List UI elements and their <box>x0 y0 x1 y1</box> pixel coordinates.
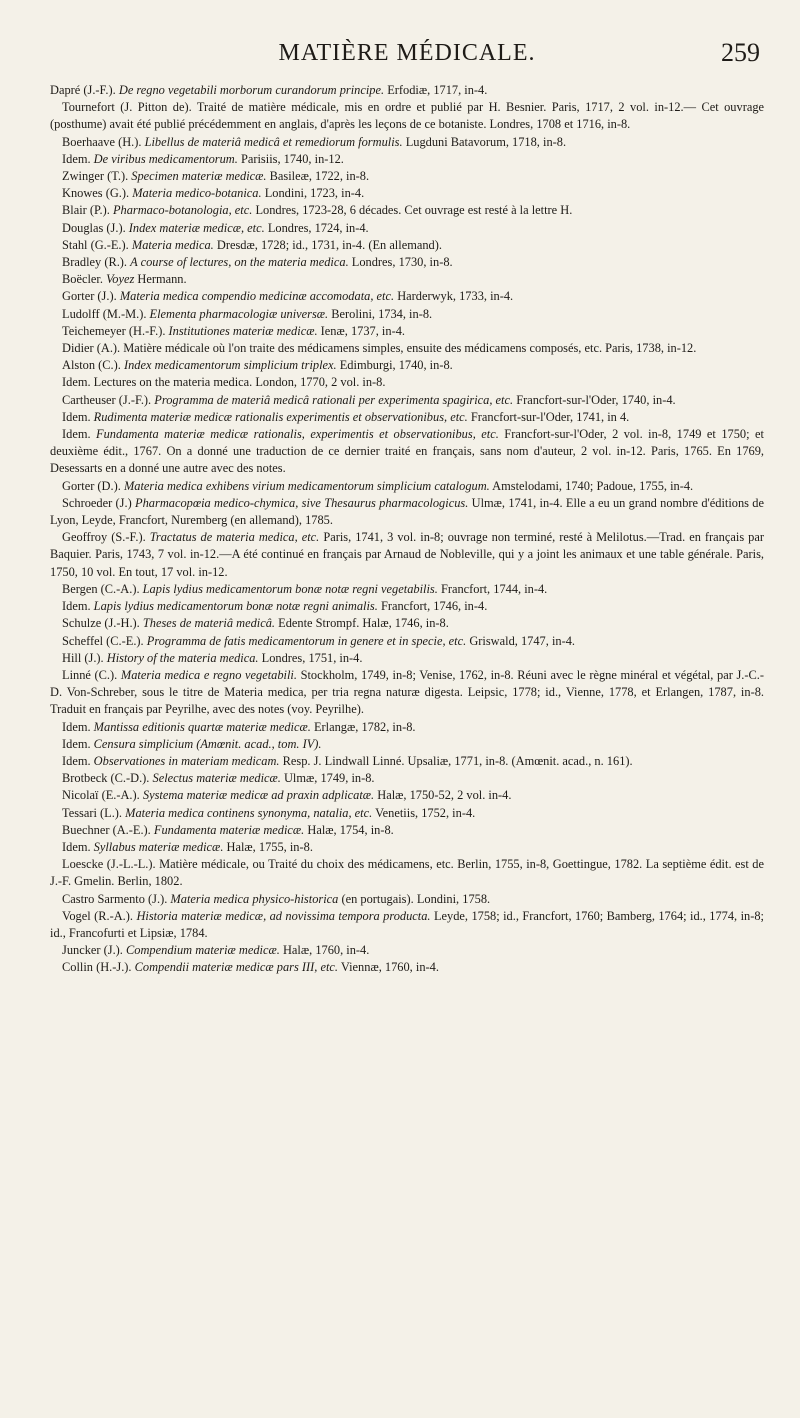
bibliography-entry <box>50 357 764 374</box>
entry-author: Linné (C.). <box>62 667 118 682</box>
entry-title: Materia medica compendio medicinæ accomodata, etc. <box>119 289 395 304</box>
entry-details: Londres, 1723-28, 6 décades. Cet ouvrage est resté à la lettre H. <box>255 203 573 218</box>
entry-title: Materia medico-botanica. <box>132 186 262 201</box>
entry-details: Ulmæ, 1741, in-4. Elle a eu un grand nombre d'éditions de Lyon, Leyde, Francfort, Nuremberg (en allemand), 1785. <box>50 495 764 528</box>
bibliography-entry <box>50 839 764 856</box>
entry-author: Knowes (G.). <box>62 186 130 201</box>
entry-title: Libellus de materiâ medicâ et remediorum formulis. <box>144 134 403 149</box>
entry-title: Materia medica e regno vegetabili. <box>120 667 297 682</box>
entry-author: Idem. <box>62 839 91 854</box>
running-title: MATIÈRE MÉDICALE. <box>278 40 536 66</box>
entry-author: Idem. <box>62 409 91 424</box>
entry-author: Zwinger (T.). <box>62 169 129 184</box>
entry-author: Idem. <box>62 427 91 442</box>
entry-author: Dapré (J.-F.). <box>50 83 116 97</box>
entry-details: Londres, 1724, in-4. <box>267 220 369 235</box>
entry-title: Observationes in materiam medicam. <box>93 753 280 768</box>
bibliography-entry <box>50 891 764 908</box>
bibliography-entry <box>50 615 764 632</box>
page-header <box>50 0 764 84</box>
entry-author: Hill (J.). <box>62 650 104 665</box>
entry-details: Francfort-sur-l'Oder, 1741, in 4. <box>470 409 630 424</box>
entry-details: Venetiis, 1752, in-4. <box>375 805 476 820</box>
entry-details: Basileæ, 1722, in-8. <box>269 169 370 184</box>
entry-details: Halæ, 1754, in-8. <box>307 822 394 837</box>
entry-title: Lapis lydius medicamentorum bonæ notæ regni animalis. <box>93 599 378 614</box>
entry-author: Blair (P.). <box>62 203 110 218</box>
bibliography-entry <box>50 202 764 219</box>
entry-title: Materia medica continens synonyma, natalia, etc. <box>125 805 373 820</box>
bibliography-entry <box>50 598 764 615</box>
entry-title: Materia medica exhibens virium medicamentorum simplicium catalogum. <box>123 478 490 493</box>
entry-title: Syllabus materiæ medicæ. <box>93 839 224 854</box>
entry-title: Systema materiæ medicæ ad praxin adplicatæ. <box>142 788 375 803</box>
entry-author: Juncker (J.). <box>62 943 123 958</box>
entry-details: (en portugais). Londini, 1758. <box>341 891 491 906</box>
entry-author: Geoffroy (S.-F.). <box>62 530 146 545</box>
entry-details: Matière médicale où l'on traite des médicamens simples, ensuite des médicamens composés, etc. Paris, 1738, in-12. <box>123 341 697 356</box>
entry-author: Buechner (A.-E.). <box>62 822 151 837</box>
entry-author: Idem. <box>62 736 91 751</box>
entry-title: Mantissa editionis quartæ materiæ medicæ. <box>93 719 311 734</box>
entry-title: Programma de materiâ medicâ rationali per experimenta spagirica, etc. <box>154 392 514 407</box>
entry-title: Pharmaco-botanologia, etc. <box>112 203 253 218</box>
entry-details: Edente Strompf. Halæ, 1746, in-8. <box>278 616 449 631</box>
entry-details: Edimburgi, 1740, in-8. <box>339 358 453 373</box>
entry-author: Idem. <box>62 151 91 166</box>
bibliography-entry <box>50 271 764 288</box>
bibliography-entry <box>50 151 764 168</box>
entry-title: Lapis lydius medicamentorum bonæ notæ regni vegetabilis. <box>142 581 438 596</box>
entry-details: Francfort-sur-l'Oder, 2 vol. in-8, 1749 et 1750; et deuxième édit., 1767. On a donné une traduction de ce dernier traité en français, sans nom d'auteur, 2 vol. in-12. Paris, 1765. En 1769, Desessarts en a donné une autre avec des notes. <box>50 427 764 476</box>
entry-title: Pharmacopœia medico-chymica, sive Thesaurus pharmacologicus. <box>135 495 469 510</box>
entry-title: Theses de materiâ medicâ. <box>142 616 276 631</box>
entry-details: Resp. J. Lindwall Linné. Upsaliæ, 1771, in-8. (Amœnit. acad., n. 161). <box>282 753 633 768</box>
bibliography-entry <box>50 185 764 202</box>
entry-title: Elementa pharmacologiæ universæ. <box>149 306 329 321</box>
entry-title: A course of lectures, on the materia medica. <box>130 255 349 270</box>
entry-title: Fundamenta materiæ medicæ rationalis, experimentis et observationibus, etc. <box>96 427 499 442</box>
bibliography-entry <box>50 822 764 839</box>
entry-details: Londres, 1730, in-8. <box>351 255 453 270</box>
entry-details: Stockholm, 1749, in-8; Venise, 1762, in-8. Réuni avec le règne minéral et végétal, par J.-C.-D. Von-Schreber, sous le titre de Materia medica, per tria regna naturæ digesta. Leipsic, 1778; id., Vienne, 1778, et Erlangen, 1787, in-8. Traduit en français par Peyrilhe, avec des notes (voy. Peyrilhe). <box>50 667 764 717</box>
entry-title: Programma de fatis medicamentorum in genere et in specie, etc. <box>146 633 467 648</box>
entry-author: Idem. <box>62 753 91 768</box>
entry-details: Amstelodami, 1740; Padoue, 1755, in-4. <box>492 478 694 493</box>
entry-author: Stahl (G.-E.). <box>62 237 129 252</box>
entry-author: Tournefort (J. Pitton de). <box>62 100 192 115</box>
entry-author: Nicolaï (E.-A.). <box>62 788 140 803</box>
entry-author: Brotbeck (C.-D.). <box>62 771 150 786</box>
entry-title: Materia medica physico-historica <box>170 891 339 906</box>
entry-title: Index medicamentorum simplicium triplex. <box>123 358 337 373</box>
bibliography-entry <box>50 237 764 254</box>
entry-author: Idem. <box>62 719 91 734</box>
bibliography-entry <box>50 99 764 133</box>
entry-title: History of the materia medica. <box>106 650 259 665</box>
entry-details: Paris, 1741, 3 vol. in-8; ouvrage non terminé, resté à Melilotus.—Trad. en français par Baquier. Paris, 1743, 7 vol. in-12.—A été continué en français par Arnaud de Nobleville, qui y a joint les animaux et une table générale. Paris, 1750, 10 vol. En tout, 17 vol. in-12. <box>50 530 764 579</box>
bibliography-entry <box>50 633 764 650</box>
entry-author: Loescke (J.-L.-L.). <box>62 857 156 872</box>
bibliography-entry <box>50 856 764 890</box>
entry-title: Tractatus de materia medica, etc. <box>149 530 320 545</box>
entry-title: Specimen materiæ medicæ. <box>131 169 267 184</box>
entry-details: Francfort, 1746, in-4. <box>380 599 488 614</box>
entry-author: Didier (A.). <box>62 341 121 356</box>
entry-title: Rudimenta materiæ medicæ rationalis experimentis et observationibus, etc. <box>93 409 468 424</box>
entry-details: Londres, 1751, in-4. <box>261 650 363 665</box>
entry-title: Materia medica. <box>131 237 214 252</box>
entry-title: Fundamenta materiæ medicæ. <box>153 822 305 837</box>
entry-details: Dresdæ, 1728; id., 1731, in-4. (En allemand). <box>216 237 442 252</box>
entry-details: Halæ, 1750-52, 2 vol. in-4. <box>377 788 512 803</box>
entry-details: Halæ, 1755, in-8. <box>226 839 313 854</box>
entry-author: Tessari (L.). <box>62 805 123 820</box>
entry-author: Scheffel (C.-E.). <box>62 633 144 648</box>
bibliography-entry <box>50 753 764 770</box>
entry-details: Leyde, 1758; id., Francfort, 1760; Bamberg, 1764; id., 1774, in-8; id., Francofurti et Lipsiæ, 1784. <box>50 908 764 940</box>
page-number: 259 <box>721 38 760 67</box>
entry-details: Francfort, 1744, in-4. <box>440 581 548 596</box>
bibliography-entry <box>50 529 764 581</box>
bibliography-entry <box>50 426 764 478</box>
entry-author: Idem. <box>62 375 91 390</box>
bibliography-entry <box>50 581 764 598</box>
entry-author: Schulze (J.-H.). <box>62 616 140 631</box>
entry-title: De viribus medicamentorum. <box>93 151 238 166</box>
entry-author: Collin (H.-J.). <box>62 960 132 975</box>
bibliography-entry <box>50 374 764 391</box>
bibliography-list <box>50 82 764 977</box>
entry-details: Hermann. <box>137 272 187 287</box>
entry-details: Harderwyk, 1733, in-4. <box>397 289 514 304</box>
entry-title: De regno vegetabili morborum curandorum principe. <box>118 83 385 97</box>
bibliography-entry <box>50 736 764 753</box>
entry-author: Vogel (R.-A.). <box>62 908 133 923</box>
entry-details: Lugduni Batavorum, 1718, in-8. <box>405 134 567 149</box>
bibliography-entry <box>50 134 764 151</box>
bibliography-entry <box>50 650 764 667</box>
entry-author: Castro Sarmento (J.). <box>62 891 168 906</box>
bibliography-entry <box>50 288 764 305</box>
entry-details: Matière médicale, ou Traité du choix des médicamens, etc. Berlin, 1755, in-8, Goettingue, 1782. La septième édit. est de J.-F. Gmelin. Berlin, 1802. <box>50 857 764 889</box>
bibliography-entry <box>50 220 764 237</box>
entry-title: Compendii materiæ medicæ pars III, etc. <box>134 960 339 975</box>
entry-author: Schroeder (J.) <box>62 495 132 510</box>
entry-details: Berolini, 1734, in-8. <box>331 306 433 321</box>
entry-title: Voyez <box>106 272 135 287</box>
entry-title: Institutiones materiæ medicæ. <box>168 323 318 338</box>
entry-author: Boerhaave (H.). <box>62 134 142 149</box>
entry-author: Boëcler. <box>62 272 103 287</box>
bibliography-entry <box>50 409 764 426</box>
bibliography-entry <box>50 168 764 185</box>
bibliography-entry <box>50 805 764 822</box>
entry-details: Ulmæ, 1749, in-8. <box>283 771 375 786</box>
bibliography-entry <box>50 254 764 271</box>
bibliography-entry <box>50 323 764 340</box>
entry-author: Gorter (D.). <box>62 478 121 493</box>
bibliography-entry <box>50 908 764 942</box>
entry-title: Selectus materiæ medicæ. <box>152 771 281 786</box>
entry-details: Erfodiæ, 1717, in-4. <box>387 83 488 97</box>
entry-author: Alston (C.). <box>62 358 121 373</box>
entry-details: Londini, 1723, in-4. <box>264 186 365 201</box>
bibliography-entry <box>50 719 764 736</box>
entry-details: Lectures on the materia medica. London, 1770, 2 vol. in-8. <box>93 375 386 390</box>
bibliography-entry <box>50 959 764 976</box>
bibliography-entry <box>50 667 764 719</box>
entry-details: Viennæ, 1760, in-4. <box>340 960 439 975</box>
bibliography-entry <box>50 770 764 787</box>
bibliography-entry <box>50 787 764 804</box>
entry-details: Ienæ, 1737, in-4. <box>320 323 405 338</box>
entry-details: Parisiis, 1740, in-12. <box>240 151 344 166</box>
entry-author: Ludolff (M.-M.). <box>62 306 147 321</box>
bibliography-entry <box>50 340 764 357</box>
entry-title: Index materiæ medicæ, etc. <box>128 220 265 235</box>
entry-author: Cartheuser (J.-F.). <box>62 392 152 407</box>
entry-author: Bergen (C.-A.). <box>62 581 140 596</box>
bibliography-entry <box>50 306 764 323</box>
entry-details: Francfort-sur-l'Oder, 1740, in-4. <box>516 392 676 407</box>
entry-details: Griswald, 1747, in-4. <box>469 633 575 648</box>
entry-author: Teichemeyer (H.-F.). <box>62 323 166 338</box>
entry-title: Censura simplicium (Amœnit. acad., tom. IV). <box>93 736 322 751</box>
entry-author: Idem. <box>62 599 91 614</box>
entry-details: Halæ, 1760, in-4. <box>282 943 370 958</box>
entry-author: Bradley (R.). <box>62 255 128 270</box>
entry-author: Gorter (J.). <box>62 289 117 304</box>
entry-details: Traité de matière médicale, mis en ordre et publié par H. Besnier. Paris, 1717, 2 vol. in-12.— Cet ouvrage (posthume) avait été publié précédemment en anglais, d'après les leçons de ce botaniste. Londres, 1708 et 1716, in-8. <box>50 100 765 132</box>
bibliography-entry <box>50 478 764 495</box>
entry-title: Compendium materiæ medicæ. <box>126 943 280 958</box>
bibliography-entry <box>50 942 764 959</box>
bibliography-entry <box>50 82 764 99</box>
entry-author: Douglas (J.). <box>62 220 126 235</box>
bibliography-entry <box>50 392 764 409</box>
bibliography-entry <box>50 495 764 529</box>
entry-title: Historia materiæ medicæ, ad novissima tempora producta. <box>136 908 431 923</box>
entry-details: Erlangæ, 1782, in-8. <box>313 719 416 734</box>
